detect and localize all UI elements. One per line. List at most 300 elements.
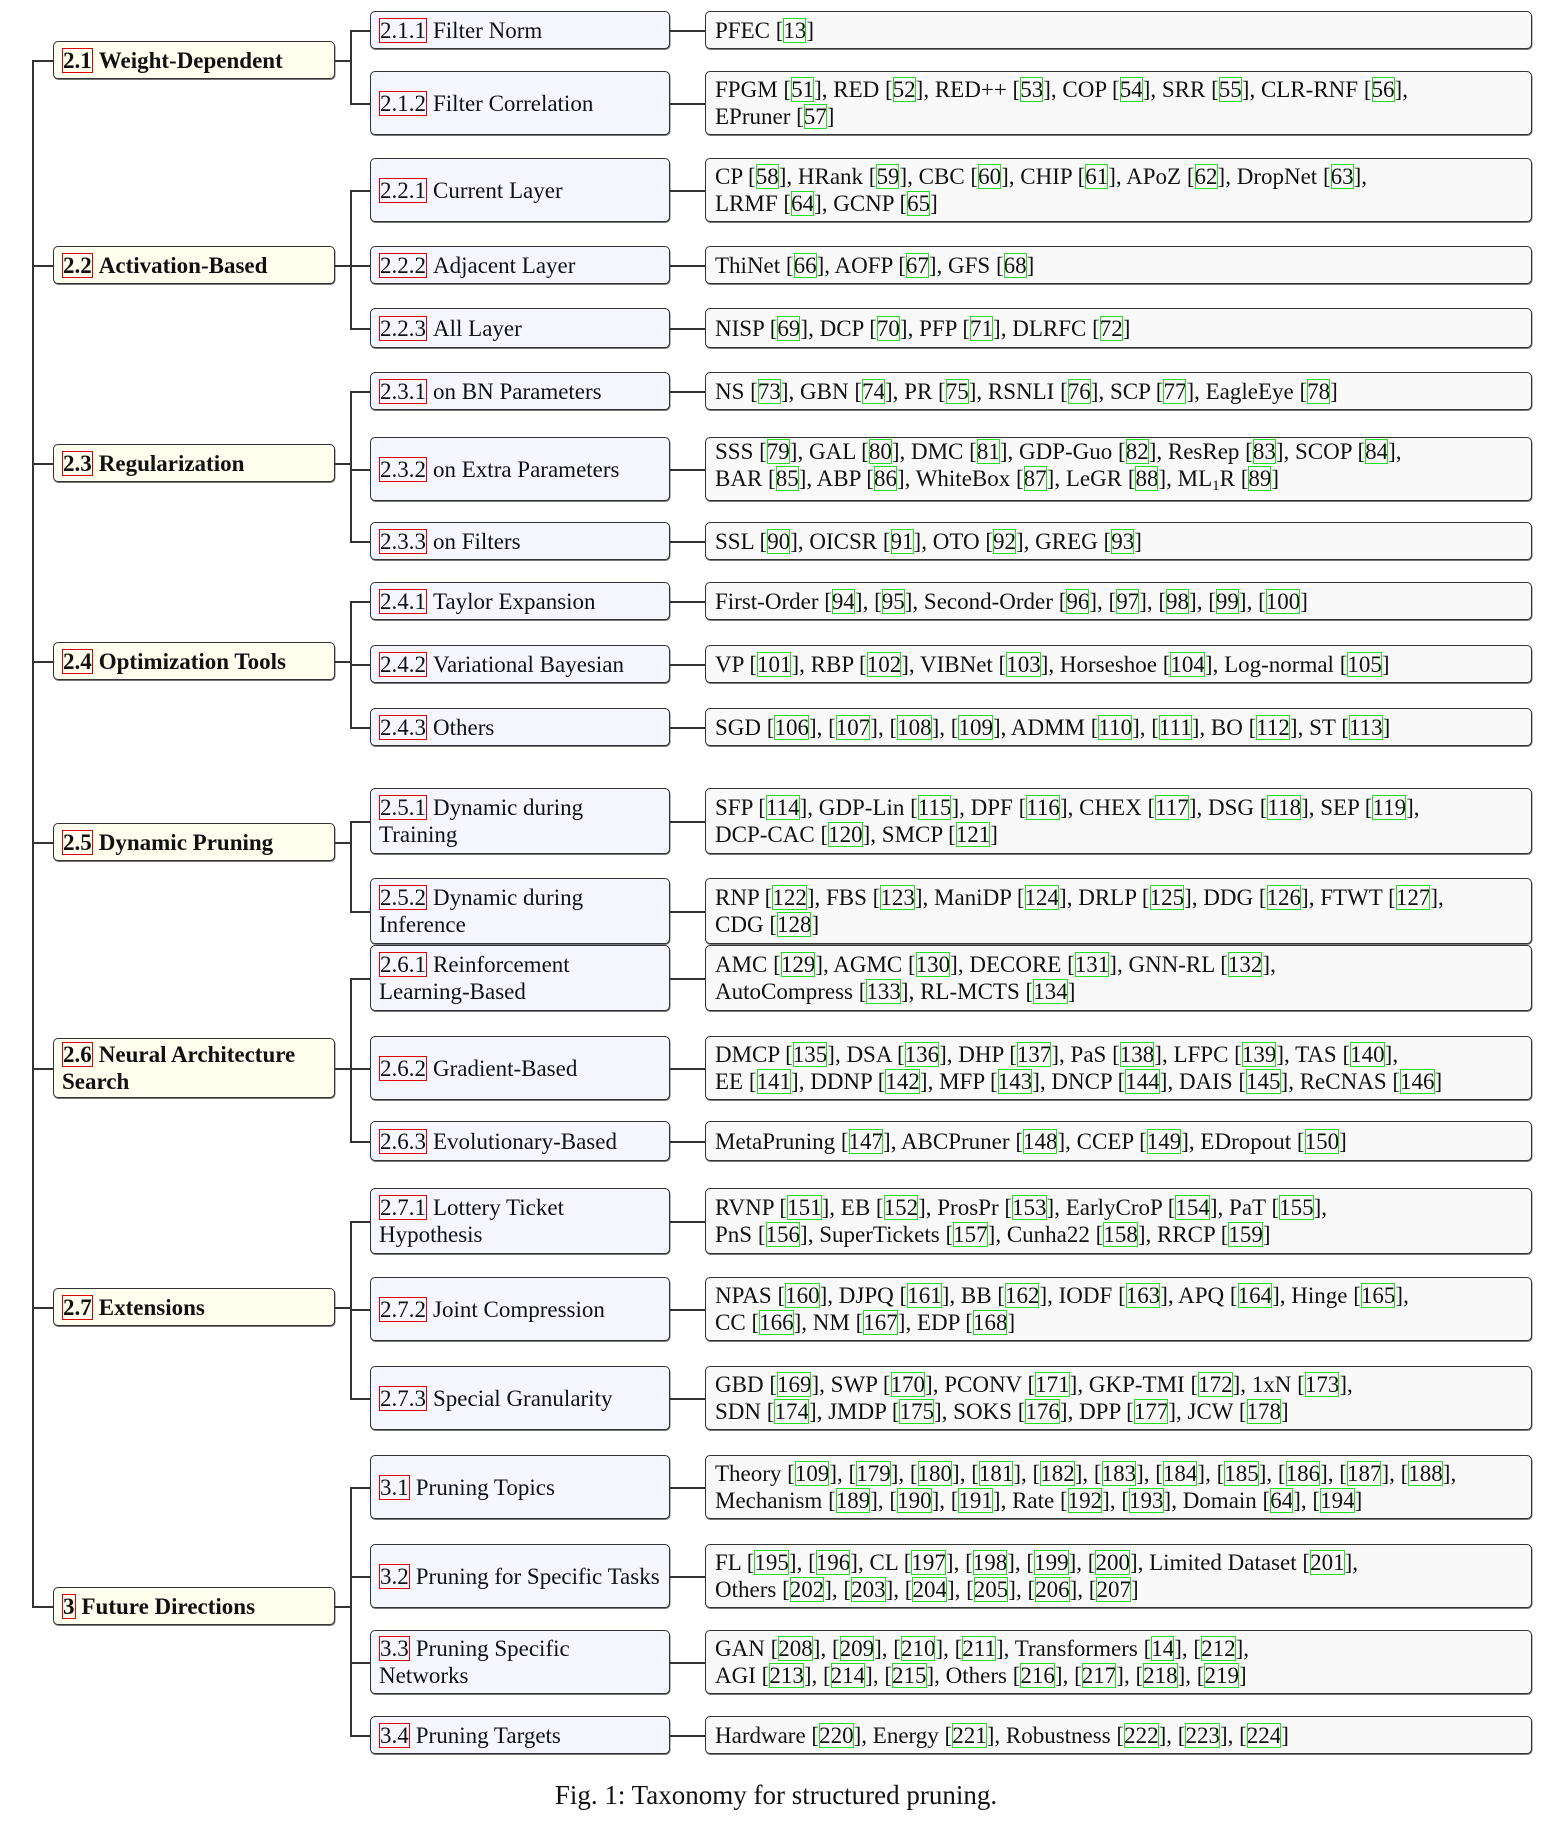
citation-link[interactable]: 164	[1237, 1283, 1273, 1308]
method-name: CHIP	[1020, 164, 1072, 189]
citation-link[interactable]: 222	[1124, 1722, 1159, 1748]
citation-link[interactable]: 87	[1023, 466, 1047, 491]
citation-link[interactable]: 158	[1103, 1222, 1138, 1247]
citation-link[interactable]: 121	[955, 822, 991, 847]
citation-link[interactable]: 198	[972, 1550, 1008, 1575]
section-number-link[interactable]: 2.6	[63, 1042, 92, 1067]
section-number-link[interactable]: 2.7.2	[380, 1296, 426, 1322]
method-name: VP	[715, 651, 744, 677]
citation-link[interactable]: 142	[885, 1069, 920, 1094]
citation-link[interactable]: 202	[789, 1577, 825, 1602]
citation-link[interactable]: 138	[1119, 1042, 1155, 1067]
section-number-link[interactable]: 2.6.3	[380, 1128, 426, 1154]
citation-link[interactable]: 143	[997, 1069, 1033, 1094]
method-name: NM	[812, 1310, 850, 1335]
citation-link[interactable]: 62	[1194, 164, 1218, 189]
citation-link[interactable]: 159	[1228, 1222, 1263, 1247]
section-number-link[interactable]: 2.7.3	[380, 1385, 426, 1411]
citation-link[interactable]: 221	[952, 1722, 987, 1748]
citation-link[interactable]: 204	[912, 1577, 947, 1602]
citation-link[interactable]: 182	[1040, 1461, 1075, 1486]
citation-link[interactable]: 186	[1285, 1461, 1321, 1486]
section-number-link[interactable]: 2.5	[63, 829, 92, 855]
citation-link[interactable]: 174	[774, 1399, 809, 1424]
citation-link[interactable]: 120	[828, 822, 863, 847]
citation-link[interactable]: 215	[892, 1663, 927, 1688]
citation-link[interactable]: 199	[1034, 1550, 1069, 1575]
citation-link[interactable]: 161	[907, 1283, 942, 1308]
subcategory-node	[370, 788, 670, 854]
citation-link[interactable]: 128	[776, 912, 812, 937]
tree-connector	[350, 190, 352, 328]
method-name: First-Order	[715, 588, 819, 614]
section-number-link[interactable]: 3.2	[380, 1563, 409, 1589]
method-name: DCP	[819, 315, 864, 341]
node-label: Filter Correlation	[433, 90, 594, 116]
citation-link[interactable]: 96	[1066, 588, 1090, 614]
citation-link[interactable]: 92	[993, 528, 1016, 554]
method-name: Others	[945, 1663, 1007, 1688]
citation-link[interactable]: 171	[1035, 1372, 1070, 1397]
citation-link[interactable]: 132	[1227, 952, 1263, 977]
citation-link[interactable]: 54	[1119, 77, 1143, 102]
tree-connector	[670, 1398, 705, 1400]
citation-link[interactable]: 181	[978, 1461, 1014, 1486]
citation-link[interactable]: 188	[1408, 1461, 1443, 1486]
citation-link[interactable]: 212	[1201, 1636, 1236, 1661]
method-name: BAR	[715, 466, 763, 491]
citation-link[interactable]: 194	[1320, 1488, 1355, 1513]
method-name: IODF	[1058, 1283, 1113, 1308]
section-number-link[interactable]: 2.2.2	[380, 252, 426, 278]
category-node	[53, 1288, 335, 1326]
citation-link[interactable]: 125	[1149, 885, 1185, 910]
method-name: ResRep	[1167, 439, 1240, 464]
citation-link[interactable]: 180	[917, 1461, 953, 1486]
tree-connector	[670, 265, 705, 267]
citation-link[interactable]: 78	[1307, 378, 1331, 404]
subcategory-node	[370, 1366, 670, 1430]
citation-link[interactable]: 100	[1265, 588, 1301, 614]
citation-link[interactable]: 149	[1146, 1128, 1182, 1154]
method-name: DDNP	[810, 1069, 872, 1094]
method-name: NPAS	[715, 1283, 772, 1308]
citation-link[interactable]: 160	[785, 1283, 820, 1308]
citation-link[interactable]: 107	[835, 714, 871, 740]
citation-link[interactable]: 99	[1215, 588, 1239, 614]
citation-link[interactable]: 163	[1125, 1283, 1161, 1308]
citation-link[interactable]: 89	[1248, 466, 1272, 491]
citation-link[interactable]: 129	[780, 952, 816, 977]
section-number-link[interactable]: 2.4.2	[380, 651, 426, 677]
citation-link[interactable]: 173	[1304, 1372, 1340, 1397]
method-name: GKP-TMI	[1088, 1372, 1185, 1397]
section-number-link[interactable]: 3.3	[380, 1636, 409, 1661]
section-number-link[interactable]: 2.6.2	[380, 1055, 426, 1081]
citation-link[interactable]: 172	[1198, 1372, 1233, 1397]
citation-link[interactable]: 122	[772, 885, 807, 910]
section-number-link[interactable]: 2.4.1	[380, 588, 426, 614]
citation-link[interactable]: 211	[962, 1636, 996, 1661]
method-name: GBD	[715, 1372, 764, 1397]
citation-link[interactable]: 98	[1166, 588, 1190, 614]
method-name: CLR-RNF	[1260, 77, 1359, 102]
citation-link[interactable]: 217	[1081, 1663, 1117, 1688]
citation-link[interactable]: 139	[1241, 1042, 1277, 1067]
citation-link[interactable]: 147	[848, 1128, 884, 1154]
section-number-link[interactable]: 2.6.1	[380, 952, 426, 977]
section-number-link[interactable]: 2.1	[63, 47, 92, 73]
method-name: PFEC	[715, 17, 770, 43]
tree-connector	[350, 978, 352, 1141]
citation-link[interactable]: 90	[767, 528, 791, 554]
citation-link[interactable]: 59	[876, 164, 900, 189]
method-name: ABCPruner	[900, 1128, 1010, 1154]
method-name: $ML_1R$	[1177, 466, 1235, 494]
citation-link[interactable]: 165	[1360, 1283, 1396, 1308]
method-name: AMC	[715, 952, 768, 977]
citation-link[interactable]: 224	[1246, 1722, 1282, 1748]
tree-connector	[32, 463, 53, 465]
citation-link[interactable]: 73	[757, 378, 781, 404]
citation-link[interactable]: 175	[899, 1399, 934, 1424]
tree-connector	[670, 1662, 705, 1664]
citation-link[interactable]: 153	[1012, 1195, 1047, 1220]
method-name: Theory	[715, 1461, 782, 1486]
section-number-link[interactable]: 2.4	[63, 648, 92, 674]
citation-link[interactable]: 61	[1085, 164, 1109, 189]
citation-link[interactable]: 101	[756, 651, 792, 677]
tree-connector	[350, 664, 370, 666]
citation-link[interactable]: 84	[1365, 439, 1389, 464]
citation-link[interactable]: 170	[890, 1372, 926, 1397]
method-name: DMCP	[715, 1042, 780, 1067]
citation-link[interactable]: 220	[819, 1722, 854, 1748]
citation-link[interactable]: 144	[1125, 1069, 1160, 1094]
citation-link[interactable]: 131	[1074, 952, 1110, 977]
tree-connector	[670, 1221, 705, 1223]
citation-link[interactable]: 118	[1267, 795, 1302, 820]
citation-link[interactable]: 206	[1035, 1577, 1070, 1602]
section-number-link[interactable]: 2.2	[63, 252, 92, 278]
citation-link[interactable]: 127	[1395, 885, 1431, 910]
subcategory-node	[370, 246, 670, 284]
citation-link[interactable]: 155	[1279, 1195, 1314, 1220]
section-number-link[interactable]: 2.7.1	[380, 1195, 426, 1220]
citation-link[interactable]: 95	[881, 588, 905, 614]
method-name: SWP	[830, 1372, 878, 1397]
node-label: Lottery Ticket Hypothesis	[379, 1195, 564, 1247]
citation-link[interactable]: 116	[1026, 795, 1060, 820]
citation-link[interactable]: 183	[1101, 1461, 1137, 1486]
method-name: AutoCompress	[715, 979, 853, 1004]
citation-link[interactable]: 77	[1163, 378, 1187, 404]
node-label: Weight-Dependent	[98, 47, 283, 73]
section-number-link[interactable]: 2.5.1	[380, 795, 426, 820]
citation-link[interactable]: 55	[1218, 77, 1242, 102]
citation-link[interactable]: 179	[856, 1461, 891, 1486]
method-name: DECORE	[969, 952, 1062, 977]
method-name: GBN	[800, 378, 849, 404]
method-name: DPF	[970, 795, 1013, 820]
citation-link[interactable]: 187	[1346, 1461, 1382, 1486]
tree-connector	[32, 60, 34, 1606]
citation-link[interactable]: 51	[791, 77, 815, 102]
method-list: RNP [122], FBS [123], ManiDP [124], DRLP [125], DDG [126], FTWT [127], CDG [128]	[705, 878, 1532, 944]
citation-link[interactable]: 108	[897, 714, 932, 740]
node-label: Gradient-Based	[433, 1055, 578, 1081]
citation-link[interactable]: 168	[972, 1310, 1008, 1335]
citation-link[interactable]: 85	[775, 466, 799, 491]
method-name: SCP	[1109, 378, 1151, 404]
section-number-link[interactable]: 2.3	[63, 450, 92, 476]
method-name: GFS	[948, 252, 991, 278]
citation-link[interactable]: 117	[1155, 795, 1189, 820]
citation-link[interactable]: 154	[1175, 1195, 1210, 1220]
citation-link[interactable]: 201	[1310, 1550, 1345, 1575]
method-name: GNN-RL	[1128, 952, 1215, 977]
citation-link[interactable]: 72	[1099, 315, 1123, 341]
method-name: Horseshoe	[1059, 651, 1157, 677]
citation-link[interactable]: 152	[883, 1195, 919, 1220]
citation-link[interactable]: 210	[900, 1636, 936, 1661]
citation-link[interactable]: 162	[1004, 1283, 1040, 1308]
citation-link[interactable]: 14	[1151, 1636, 1175, 1661]
citation-link[interactable]: 109	[794, 1461, 830, 1486]
citation-link[interactable]: 200	[1095, 1550, 1130, 1575]
citation-link[interactable]: 57	[803, 104, 827, 129]
citation-link[interactable]: 126	[1266, 885, 1302, 910]
node-label: Pruning Targets	[415, 1722, 561, 1748]
citation-link[interactable]: 193	[1129, 1488, 1164, 1513]
method-name: DSG	[1207, 795, 1254, 820]
citation-link[interactable]: 185	[1224, 1461, 1259, 1486]
citation-link[interactable]: 214	[830, 1663, 866, 1688]
citation-link[interactable]: 56	[1371, 77, 1395, 102]
subcategory-node	[370, 1455, 670, 1519]
section-number-link[interactable]: 2.2.3	[380, 315, 426, 341]
citation-link[interactable]: 124	[1024, 885, 1060, 910]
citation-link[interactable]: 97	[1116, 588, 1140, 614]
tree-connector	[670, 541, 705, 543]
citation-link[interactable]: 67	[905, 252, 929, 278]
section-number-link[interactable]: 2.4.3	[380, 714, 426, 740]
method-name: HRank	[797, 164, 864, 189]
citation-link[interactable]: 71	[970, 315, 994, 341]
citation-link[interactable]: 76	[1067, 378, 1091, 404]
section-number-link[interactable]: 3	[63, 1593, 75, 1619]
citation-link[interactable]: 190	[897, 1488, 932, 1513]
citation-link[interactable]: 113	[1348, 714, 1383, 740]
citation-link[interactable]: 103	[1006, 651, 1041, 677]
citation-link[interactable]: 156	[765, 1222, 801, 1247]
section-number-link[interactable]: 2.5.2	[380, 885, 426, 910]
citation-link[interactable]: 80	[868, 439, 892, 464]
citation-link[interactable]: 189	[835, 1488, 871, 1513]
section-number-link[interactable]: 2.1.1	[380, 17, 426, 43]
tree-connector	[32, 661, 53, 663]
citation-link[interactable]: 79	[766, 439, 790, 464]
tree-connector	[335, 842, 350, 844]
method-name: ADMM	[1010, 714, 1085, 740]
method-name: SDN	[715, 1399, 762, 1424]
citation-link[interactable]: 75	[945, 378, 969, 404]
citation-link[interactable]: 148	[1022, 1128, 1058, 1154]
citation-link[interactable]: 203	[851, 1577, 886, 1602]
tree-connector	[350, 541, 370, 543]
category-node	[53, 444, 335, 482]
method-name: CC	[715, 1310, 746, 1335]
citation-link[interactable]: 112	[1256, 714, 1290, 740]
section-number-link[interactable]: 3.4	[380, 1722, 409, 1748]
citation-link[interactable]: 150	[1304, 1128, 1340, 1154]
citation-link[interactable]: 178	[1246, 1399, 1282, 1424]
citation-link[interactable]: 119	[1372, 795, 1407, 820]
citation-link[interactable]: 209	[839, 1636, 875, 1661]
citation-link[interactable]: 166	[759, 1310, 794, 1335]
method-name: COP	[1062, 77, 1107, 102]
method-list: First-Order [94], [95], Second-Order [96], [97], [98], [99], [100]	[705, 582, 1532, 620]
section-number-link[interactable]: 2.7	[63, 1294, 92, 1320]
citation-link[interactable]: 135	[792, 1042, 828, 1067]
citation-link[interactable]: 123	[880, 885, 915, 910]
citation-link[interactable]: 68	[1003, 252, 1027, 278]
citation-link[interactable]: 145	[1246, 1069, 1281, 1094]
citation-link[interactable]: 58	[755, 164, 779, 189]
tree-connector	[670, 391, 705, 393]
method-list: GAN [208], [209], [210], [211], Transformers [14], [212], AGI [213], [214], [215], Others [216], [217], [218], [219]	[705, 1630, 1532, 1694]
tree-connector	[350, 30, 370, 32]
subcategory-node	[370, 582, 670, 620]
citation-link[interactable]: 60	[978, 164, 1002, 189]
citation-link[interactable]: 184	[1162, 1461, 1198, 1486]
citation-link[interactable]: 146	[1400, 1069, 1435, 1094]
citation-link[interactable]: 63	[1330, 164, 1354, 189]
citation-link[interactable]: 196	[815, 1550, 851, 1575]
citation-link[interactable]: 70	[876, 315, 900, 341]
citation-link[interactable]: 66	[793, 252, 817, 278]
tree-connector	[670, 1735, 705, 1737]
citation-link[interactable]: 104	[1170, 651, 1205, 677]
method-name: GAN	[715, 1636, 765, 1661]
subcategory-node	[370, 1544, 670, 1608]
citation-link[interactable]: 130	[915, 952, 951, 977]
citation-link[interactable]: 134	[1033, 979, 1068, 1004]
citation-link[interactable]: 114	[765, 795, 800, 820]
citation-link[interactable]: 109	[958, 714, 993, 740]
citation-link[interactable]: 208	[778, 1636, 813, 1661]
citation-link[interactable]: 82	[1125, 439, 1149, 464]
method-name: GAL	[808, 439, 856, 464]
citation-link[interactable]: 52	[892, 77, 916, 102]
method-name: MetaPruning	[715, 1128, 836, 1154]
citation-link[interactable]: 136	[904, 1042, 940, 1067]
citation-link[interactable]: 53	[1020, 77, 1044, 102]
citation-link[interactable]: 192	[1067, 1488, 1103, 1513]
citation-link[interactable]: 140	[1350, 1042, 1385, 1067]
section-number-link[interactable]: 3.1	[380, 1474, 409, 1500]
citation-link[interactable]: 167	[863, 1310, 898, 1335]
citation-link[interactable]: 106	[774, 714, 809, 740]
method-name: AGI	[715, 1663, 756, 1688]
citation-link[interactable]: 141	[756, 1069, 792, 1094]
citation-link[interactable]: 213	[769, 1663, 804, 1688]
citation-link[interactable]: 94	[831, 588, 855, 614]
section-number-link[interactable]: 2.1.2	[380, 90, 426, 116]
citation-link[interactable]: 88	[1135, 466, 1159, 491]
tree-connector	[32, 1606, 53, 1608]
citation-link[interactable]: 223	[1185, 1722, 1220, 1748]
citation-link[interactable]: 195	[754, 1550, 789, 1575]
section-number-link[interactable]: 2.3.2	[380, 456, 426, 482]
tree-connector	[670, 103, 705, 105]
citation-link[interactable]: 83	[1252, 439, 1276, 464]
citation-link[interactable]: 69	[777, 315, 801, 341]
citation-link[interactable]: 65	[907, 191, 931, 216]
citation-link[interactable]: 176	[1025, 1399, 1060, 1424]
category-node	[53, 823, 335, 861]
citation-link[interactable]: 115	[917, 795, 952, 820]
citation-link[interactable]: 64	[791, 191, 815, 216]
node-label: Pruning Topics	[415, 1474, 555, 1500]
method-name: RBP	[810, 651, 854, 677]
method-name: EDropout	[1200, 1128, 1292, 1154]
citation-link[interactable]: 105	[1347, 651, 1382, 677]
method-name: FTWT	[1320, 885, 1383, 910]
citation-link[interactable]: 91	[890, 528, 914, 554]
citation-link[interactable]: 205	[973, 1577, 1009, 1602]
citation-link[interactable]: 64	[1270, 1488, 1294, 1513]
citation-link[interactable]: 191	[958, 1488, 993, 1513]
subcategory-node	[370, 158, 670, 222]
tree-connector	[670, 30, 705, 32]
method-name: EE	[715, 1069, 744, 1094]
citation-link[interactable]: 169	[776, 1372, 812, 1397]
subcategory-node	[370, 708, 670, 746]
citation-link[interactable]: 74	[861, 378, 885, 404]
section-number-link[interactable]: 2.3.3	[380, 528, 426, 554]
citation-link[interactable]: 216	[1020, 1663, 1055, 1688]
citation-link[interactable]: 151	[787, 1195, 822, 1220]
citation-link[interactable]: 219	[1204, 1663, 1239, 1688]
citation-link[interactable]: 81	[976, 439, 1000, 464]
citation-link[interactable]: 177	[1133, 1399, 1169, 1424]
citation-link[interactable]: 13	[783, 17, 807, 43]
citation-link[interactable]: 137	[1016, 1042, 1052, 1067]
section-number-link[interactable]: 2.2.1	[380, 177, 426, 203]
citation-link[interactable]: 218	[1143, 1663, 1178, 1688]
method-name: BO	[1210, 714, 1243, 740]
method-name: DJPQ	[838, 1283, 894, 1308]
section-number-link[interactable]: 2.3.1	[380, 378, 426, 404]
citation-link[interactable]: 110	[1098, 714, 1133, 740]
citation-link[interactable]: 102	[866, 651, 902, 677]
citation-link[interactable]: 157	[953, 1222, 988, 1247]
citation-link[interactable]: 86	[873, 466, 897, 491]
citation-link[interactable]: 197	[911, 1550, 946, 1575]
citation-link[interactable]: 133	[866, 979, 901, 1004]
method-name: SMCP	[881, 822, 943, 847]
citation-link[interactable]: 111	[1158, 714, 1192, 740]
method-name: 1xN	[1251, 1372, 1292, 1397]
node-label: Regularization	[98, 450, 245, 476]
subcategory-node	[370, 1277, 670, 1341]
method-name: AOFP	[834, 252, 893, 278]
method-name: DRLP	[1078, 885, 1137, 910]
citation-link[interactable]: 207	[1096, 1577, 1131, 1602]
citation-link[interactable]: 93	[1111, 528, 1135, 554]
method-list: Hardware [220], Energy [221], Robustness [222], [223], [224]	[705, 1716, 1532, 1754]
